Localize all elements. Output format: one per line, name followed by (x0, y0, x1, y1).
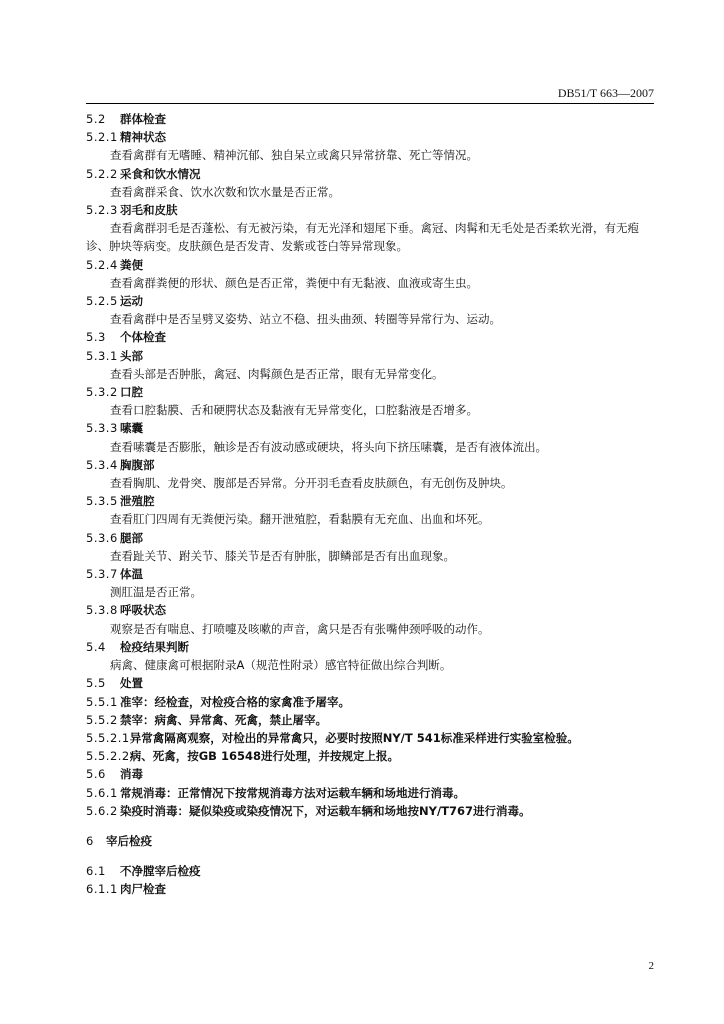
section-number: 5.2.3 (86, 203, 118, 218)
header-rule (86, 103, 654, 104)
section-title: 呼吸状态 (120, 603, 166, 618)
section-title: 检疫结果判断 (120, 639, 189, 654)
section-number: 5.3.3 (86, 421, 118, 436)
section-heading (86, 638, 660, 656)
section-number: 6.1 (86, 864, 106, 879)
section-number: 5.6.1 (86, 785, 118, 800)
section-number: 5.6 (86, 767, 106, 782)
paragraph: 查看口腔黏膜、舌和硬腭状态及黏液有无异常变化，口腔黏液是否增多。 (110, 403, 478, 418)
section-number: 6.1.1 (86, 882, 118, 897)
section-number: 5.3.6 (86, 530, 118, 545)
section-number: 5.3.4 (86, 457, 118, 472)
section-number: 5.5.2.2 (86, 749, 130, 764)
section-heading (86, 256, 660, 274)
section-title: 宰后检疫 (106, 833, 152, 848)
section-number: 5.5 (86, 676, 106, 691)
section-heading (86, 347, 660, 365)
section-number: 6 (86, 833, 94, 848)
paragraph: 查看趾关节、跗关节、膝关节是否有肿胀，脚鳞部是否有出血现象。 (110, 548, 455, 563)
paragraph: 查看禽群中是否呈劈叉姿势、站立不稳、扭头曲颈、转圈等异常行为、运动。 (110, 312, 501, 327)
section-heading (86, 765, 660, 783)
section-heading (86, 601, 660, 619)
paragraph: 查看禽群羽毛是否蓬松、有无被污染，有无光泽和翅尾下垂。禽冠、肉髯和无毛处是否柔软光滑，有无疱诊、肿块等病变。皮肤颜色是否发青、发紫或苍白等异常现象。 (86, 221, 639, 254)
section-title: 染疫时消毒：疑似染疫或染疫情况下，对运载车辆和场地按NY/T767进行消毒。 (120, 803, 531, 818)
section-heading (86, 165, 660, 183)
section-title: 泄殖腔 (120, 494, 155, 509)
section-title: 病、死禽，按GB 16548进行处理，并按规定上报。 (129, 749, 399, 764)
section-title: 粪便 (120, 257, 143, 272)
section-heading (86, 832, 660, 850)
section-title: 禁宰：病禽、异常禽、死禽，禁止屠宰。 (120, 712, 327, 727)
section-title: 群体检查 (120, 112, 166, 126)
section-heading (86, 729, 660, 747)
section-title: 采食和饮水情况 (120, 166, 201, 181)
section-heading (86, 292, 660, 310)
section-title: 常规消毒：正常情况下按常规消毒方法对运载车辆和场地进行消毒。 (120, 785, 465, 800)
section-title: 胸腹部 (120, 457, 155, 472)
section-title: 异常禽隔离观察，对检出的异常禽只，必要时按照NY/T 541标准采样进行实验室检验。 (129, 730, 579, 745)
section-heading (86, 529, 660, 547)
section-number: 5.3.5 (86, 494, 118, 509)
section-title: 口腔 (120, 385, 143, 400)
section-title: 不净膛宰后检疫 (120, 864, 201, 879)
paragraph: 查看胸肌、龙骨突、腹部是否异常。分开羽毛查看皮肤颜色，有无创伤及肿块。 (110, 476, 513, 491)
paragraph: 测肛温是否正常。 (110, 585, 202, 600)
section-heading (86, 862, 660, 880)
section-number: 5.2.4 (86, 257, 118, 272)
section-title: 肉尸检查 (120, 882, 166, 897)
paragraph: 查看头部是否肿胀，禽冠、肉髯颜色是否正常，眼有无异常变化。 (110, 366, 444, 381)
section-number: 5.2.2 (86, 166, 118, 181)
section-heading (86, 110, 660, 128)
paragraph: 查看肛门四周有无粪便污染。翻开泄殖腔，看黏膜有无充血、出血和坏死。 (110, 512, 490, 527)
section-title: 个体检查 (120, 330, 166, 345)
section-number: 5.5.2.1 (86, 730, 130, 745)
section-title: 嗉囊 (120, 421, 143, 436)
section-number: 5.5.1 (86, 694, 118, 709)
section-number: 5.3.1 (86, 348, 118, 363)
section-number: 5.4 (86, 639, 106, 654)
section-number: 5.3.8 (86, 603, 118, 618)
section-title: 羽毛和皮肤 (120, 203, 178, 218)
section-title: 体温 (120, 567, 143, 582)
section-title: 腿部 (120, 530, 143, 545)
section-gap (86, 820, 660, 832)
document-body (86, 110, 660, 899)
section-heading (86, 419, 660, 437)
section-heading (86, 693, 660, 711)
section-heading (86, 802, 660, 820)
section-title: 运动 (120, 294, 143, 309)
section-heading (86, 674, 660, 692)
paragraph: 查看嗉囊是否膨胀，触诊是否有波动感或硬块，将头向下挤压嗉囊，是否有液体流出。 (110, 439, 547, 454)
section-gap (86, 850, 660, 862)
section-heading (86, 747, 660, 765)
section-heading (86, 565, 660, 583)
section-title: 处置 (120, 676, 143, 691)
section-number: 5.2.5 (86, 294, 118, 309)
section-title: 准宰：经检查，对检疫合格的家禽准予屠宰。 (120, 694, 350, 709)
section-number: 5.3.2 (86, 385, 118, 400)
section-heading (86, 201, 660, 219)
section-heading (86, 456, 660, 474)
paragraph: 观察是否有喘息、打喷嚏及咳嗽的声音，禽只是否有张嘴伸颈呼吸的动作。 (110, 621, 490, 636)
section-number: 5.2.1 (86, 130, 118, 145)
section-heading (86, 784, 660, 802)
section-heading (86, 128, 660, 146)
section-heading (86, 383, 660, 401)
page-number: 2 (648, 960, 654, 972)
section-title: 头部 (120, 348, 143, 363)
section-heading (86, 492, 660, 510)
section-number: 5.5.2 (86, 712, 118, 727)
section-number: 5.3.7 (86, 567, 118, 582)
section-title: 精神状态 (120, 130, 166, 145)
paragraph: 查看禽群粪便的形状、颜色是否正常，粪便中有无黏液、血液或寄生虫。 (110, 275, 478, 290)
section-number: 5.6.2 (86, 803, 118, 818)
section-title: 消毒 (120, 767, 143, 782)
paragraph: 病禽、健康禽可根据附录A（规范性附录）感官特征做出综合判断。 (110, 658, 452, 673)
section-number: 5.2 (86, 112, 106, 126)
section-heading (86, 711, 660, 729)
section-heading (86, 328, 660, 346)
document-code: DB51/T 663—2007 (557, 86, 654, 100)
section-number: 5.3 (86, 330, 106, 345)
paragraph: 查看禽群有无嗜睡、精神沉郁、独自呆立或禽只异常挤靠、死亡等情况。 (110, 148, 478, 163)
section-heading (86, 880, 660, 898)
paragraph: 查看禽群采食、饮水次数和饮水量是否正常。 (110, 184, 340, 199)
